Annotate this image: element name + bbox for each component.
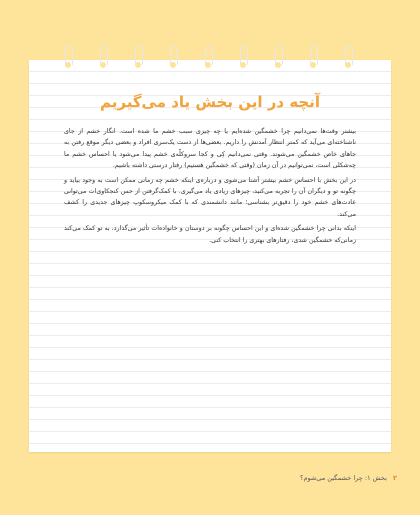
body-text — [64, 126, 356, 249]
page-number: ۲ — [393, 474, 397, 482]
binder-hole — [100, 62, 106, 68]
binder-hole — [170, 62, 176, 68]
binder-hole — [240, 62, 246, 68]
paragraph: اینکه بدانی چرا خشمگین شده‌ای و این احساس چگونه بر دوستان و خانواده‌ات تأثیر می‌گذارد، به تو کمک می‌کند زمانی‌که خشمگین شدی، رفتارهای بهتری را انتخاب کنی. — [64, 225, 356, 244]
binder-hole — [345, 62, 351, 68]
page-title: آنچه در این بخش یاد می‌گیریم — [99, 93, 321, 111]
chapter-label: بخش ۱: چرا خشمگین می‌شوم؟ — [300, 474, 387, 482]
binder-hole — [310, 62, 316, 68]
notebook-paper — [29, 60, 391, 452]
page-footer — [300, 474, 397, 482]
binder-rings — [29, 46, 391, 72]
binder-hole — [205, 62, 211, 68]
paragraph: در این بخش با احساس خشم بیشتر آشنا می‌شوی و درباره‌ی اینکه خشم چه زمانی ممکن است به وجود بیاید و چگونه تو و دیگران آن را تجربه می‌کنید، چیزهای زیادی یاد می‌گیری. با کمک‌گرفتن از حس کنجکاوی‌ات می‌توانی عادت‌های خشم خود را دقیق‌تر بشناسی؛ مانند دانشمندی که با کمک میکروسکوپ چیزهای جدیدی را کشف می‌کند. — [64, 176, 356, 218]
binder-hole — [135, 62, 141, 68]
binder-hole — [65, 62, 71, 68]
binder-hole — [275, 62, 281, 68]
paragraph: بیشتر وقت‌ها نمی‌دانیم چرا خشمگین شده‌ایم یا چه چیزی سبب خشم ما شده است. انگار خشم از جای ناشناخته‌ای می‌آید که کمتر انتظار آمدنش را داریم. بعضی‌ها از دست یک‌سری افراد و بعضی دیگر موقع رفتن به جاهای خاص خشمگین می‌شوند. وقتی نمی‌دانیم کِی و کجا سروکلّه‌ی خشم پیدا می‌شود یا احساس خشم ما چه‌شکلی است، نمی‌توانیم در آن زمان (وقتی که خشمگین هستیم) رفتار درستی داشته باشیم. — [64, 128, 356, 170]
